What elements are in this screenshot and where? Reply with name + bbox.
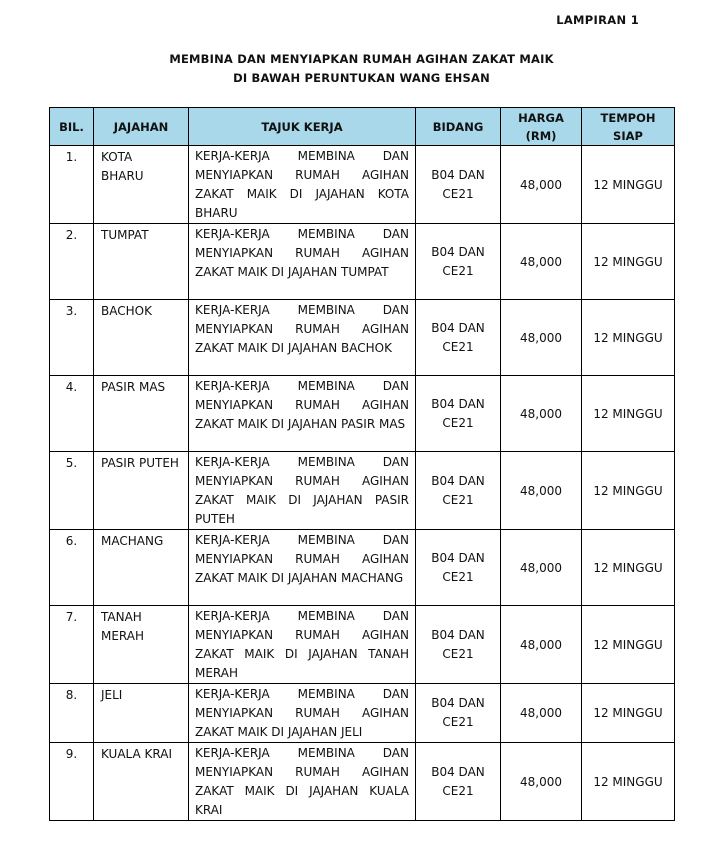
row-bidang: B04 DAN CE21 (416, 146, 501, 224)
row-jajahan: KUALA KRAI (94, 743, 189, 821)
table-row (50, 684, 675, 743)
row-bil: 8. (50, 684, 94, 743)
row-bil: 3. (50, 300, 94, 376)
row-tajuk: KERJA-KERJA MEMBINA DAN MENYIAPKAN RUMAH AGIHAN ZAKAT MAIK DI JAJAHAN MACHANG (189, 530, 416, 606)
row-bil: 6. (50, 530, 94, 606)
row-bil: 5. (50, 452, 94, 530)
row-harga: 48,000 (501, 530, 582, 606)
table-row (50, 743, 675, 821)
row-tajuk: KERJA-KERJA MEMBINA DAN MENYIAPKAN RUMAH AGIHAN ZAKAT MAIK DI JAJAHAN TANAH MERAH (189, 606, 416, 684)
row-bil: 2. (50, 224, 94, 300)
row-bidang: B04 DAN CE21 (416, 530, 501, 606)
table-row (50, 530, 675, 606)
header-jajahan: JAJAHAN (94, 108, 189, 146)
table-row (50, 452, 675, 530)
row-harga: 48,000 (501, 224, 582, 300)
row-bil: 4. (50, 376, 94, 452)
row-tempoh: 12 MINGGU (582, 530, 675, 606)
document-subtitle: DI BAWAH PERUNTUKAN WANG EHSAN (233, 71, 490, 85)
row-harga: 48,000 (501, 606, 582, 684)
table-row (50, 606, 675, 684)
row-bil: 9. (50, 743, 94, 821)
table-row (50, 300, 675, 376)
table-row (50, 224, 675, 300)
header-harga: HARGA (RM) (501, 108, 582, 146)
row-jajahan: KOTA BHARU (94, 146, 189, 224)
row-bil: 1. (50, 146, 94, 224)
row-bidang: B04 DAN CE21 (416, 743, 501, 821)
row-tajuk: KERJA-KERJA MEMBINA DAN MENYIAPKAN RUMAH AGIHAN ZAKAT MAIK DI JAJAHAN JELI (189, 684, 416, 743)
row-jajahan: JELI (94, 684, 189, 743)
works-table (49, 107, 675, 821)
header-tajuk: TAJUK KERJA (189, 108, 416, 146)
header-bil: BIL. (50, 108, 94, 146)
row-harga: 48,000 (501, 376, 582, 452)
row-bil: 7. (50, 606, 94, 684)
table-header-row (50, 108, 675, 146)
row-tempoh: 12 MINGGU (582, 376, 675, 452)
row-tajuk: KERJA-KERJA MEMBINA DAN MENYIAPKAN RUMAH AGIHAN ZAKAT MAIK DI JAJAHAN KUALA KRAI (189, 743, 416, 821)
row-harga: 48,000 (501, 452, 582, 530)
row-jajahan: BACHOK (94, 300, 189, 376)
row-tajuk: KERJA-KERJA MEMBINA DAN MENYIAPKAN RUMAH AGIHAN ZAKAT MAIK DI JAJAHAN KOTA BHARU (189, 146, 416, 224)
row-tempoh: 12 MINGGU (582, 300, 675, 376)
row-tempoh: 12 MINGGU (582, 224, 675, 300)
row-harga: 48,000 (501, 300, 582, 376)
header-bidang: BIDANG (416, 108, 501, 146)
header-tempoh: TEMPOH SIAP (582, 108, 675, 146)
row-tempoh: 12 MINGGU (582, 452, 675, 530)
row-tempoh: 12 MINGGU (582, 743, 675, 821)
row-bidang: B04 DAN CE21 (416, 452, 501, 530)
row-tempoh: 12 MINGGU (582, 146, 675, 224)
row-tajuk: KERJA-KERJA MEMBINA DAN MENYIAPKAN RUMAH AGIHAN ZAKAT MAIK DI JAJAHAN PASIR MAS (189, 376, 416, 452)
row-harga: 48,000 (501, 743, 582, 821)
row-jajahan: PASIR PUTEH (94, 452, 189, 530)
row-bidang: B04 DAN CE21 (416, 300, 501, 376)
row-tajuk: KERJA-KERJA MEMBINA DAN MENYIAPKAN RUMAH AGIHAN ZAKAT MAIK DI JAJAHAN TUMPAT (189, 224, 416, 300)
row-tempoh: 12 MINGGU (582, 684, 675, 743)
attachment-label: LAMPIRAN 1 (556, 13, 639, 27)
row-harga: 48,000 (501, 684, 582, 743)
row-jajahan: TANAH MERAH (94, 606, 189, 684)
row-tempoh: 12 MINGGU (582, 606, 675, 684)
row-bidang: B04 DAN CE21 (416, 606, 501, 684)
row-bidang: B04 DAN CE21 (416, 376, 501, 452)
table-row (50, 146, 675, 224)
row-bidang: B04 DAN CE21 (416, 224, 501, 300)
row-jajahan: MACHANG (94, 530, 189, 606)
table-row (50, 376, 675, 452)
row-jajahan: PASIR MAS (94, 376, 189, 452)
row-tajuk: KERJA-KERJA MEMBINA DAN MENYIAPKAN RUMAH AGIHAN ZAKAT MAIK DI JAJAHAN BACHOK (189, 300, 416, 376)
row-harga: 48,000 (501, 146, 582, 224)
row-tajuk: KERJA-KERJA MEMBINA DAN MENYIAPKAN RUMAH AGIHAN ZAKAT MAIK DI JAJAHAN PASIR PUTEH (189, 452, 416, 530)
row-bidang: B04 DAN CE21 (416, 684, 501, 743)
row-jajahan: TUMPAT (94, 224, 189, 300)
document-title: MEMBINA DAN MENYIAPKAN RUMAH AGIHAN ZAKAT MAIK (169, 52, 554, 66)
